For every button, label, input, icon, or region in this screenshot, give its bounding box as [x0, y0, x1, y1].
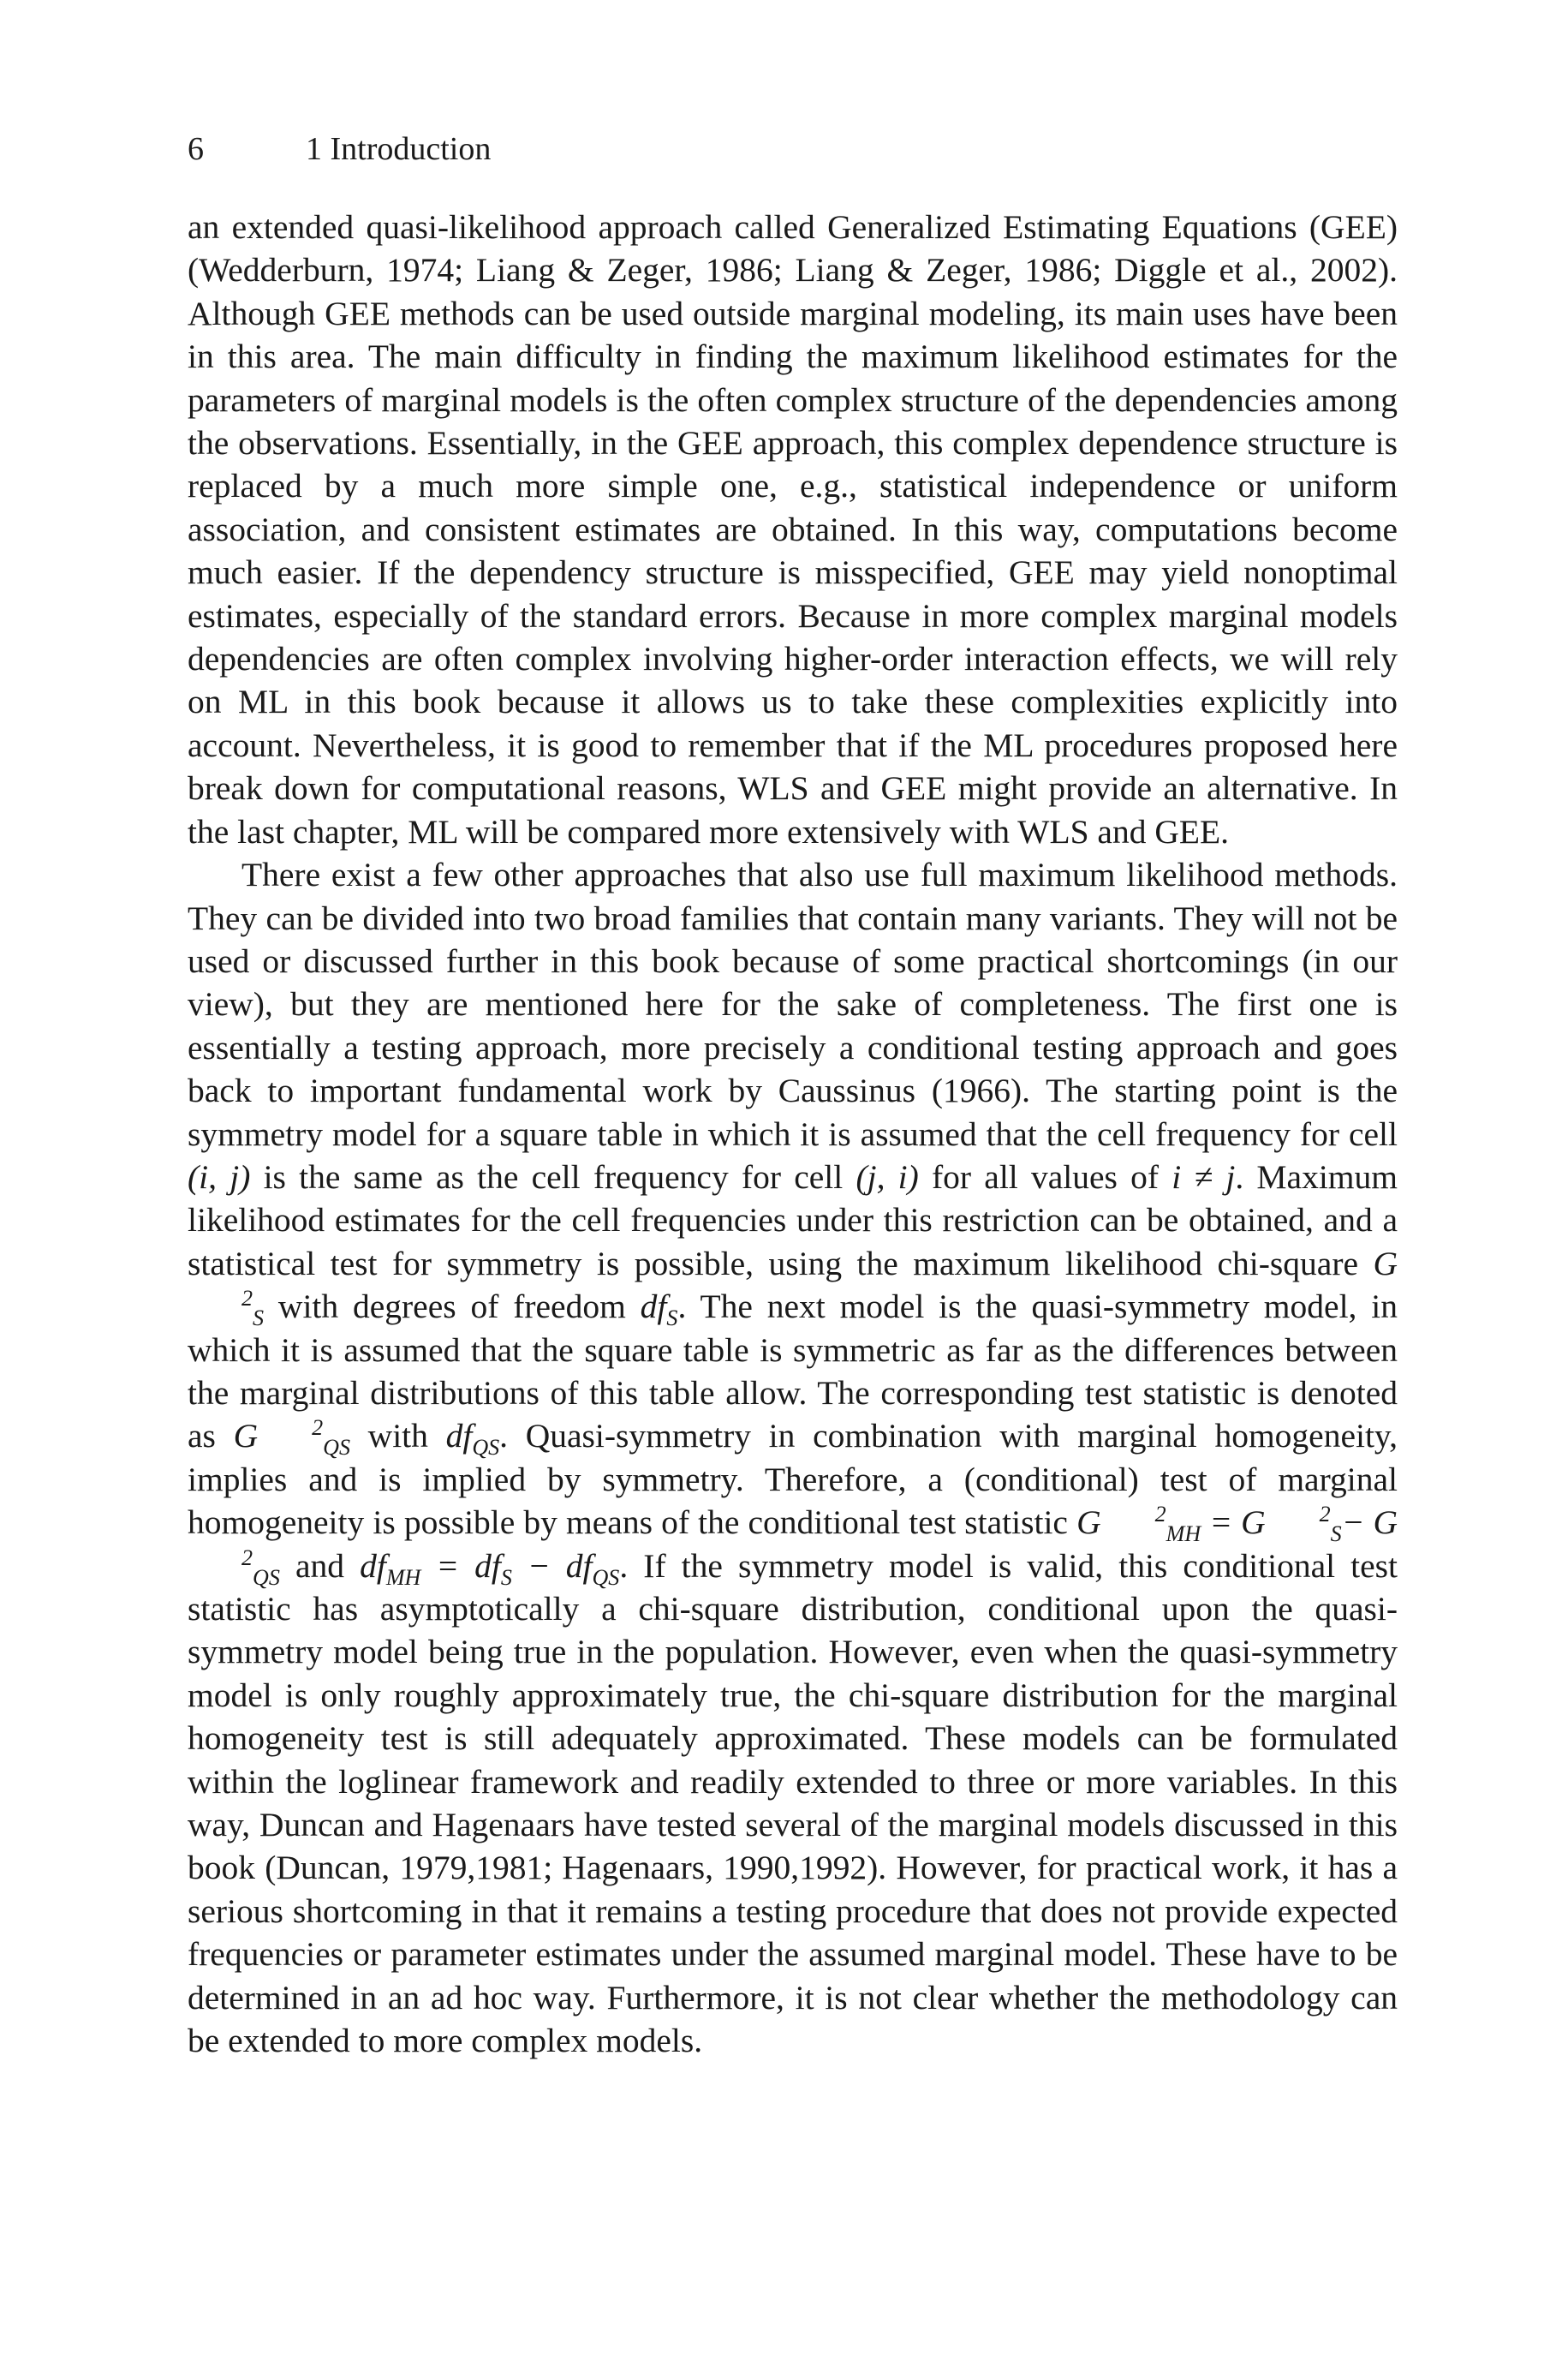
- chapter-title: 1 Introduction: [306, 131, 492, 167]
- paragraph-2: [188, 853, 1398, 2062]
- page-number: 6: [188, 131, 204, 167]
- body-text: [188, 206, 1398, 2062]
- p2-text-7: with: [350, 1417, 446, 1455]
- p2-text-8: . Quasi-symmetry in combination with marginal homogeneity, implies and is implied by symmetry. Therefore, a (conditional) test of marginal homogeneity is possible by means of the conditional test statistic: [188, 1417, 1398, 1542]
- p2-text-5: with degrees of freedom: [264, 1288, 641, 1326]
- p2-text-2: is the same as the cell frequency for cell: [250, 1157, 856, 1196]
- paragraph-1: an extended quasi-likelihood approach called Generalized Estimating Equations (GEE) (Wedderburn, 1974; Liang & Zeger, 1986; Liang & Zeger, 1986; Diggle et al., 2002). Although GEE methods can be used outside marginal modeling, its main uses have been in this area. The main difficulty in finding the maximum likelihood estimates for the parameters of marginal models is the often complex structure of the dependencies among the observations. Essentially, in the GEE approach, this complex dependence structure is replaced by a much more simple one, e.g., statistical independence or uniform association, and consistent estimates are obtained. In this way, computations become much easier. If the dependency structure is misspecified, GEE may yield nonoptimal estimates, especially of the standard errors. Because in more complex marginal models dependencies are often complex involving higher-order interaction effects, we will rely on ML in this book because it allows us to take these complexities explicitly into account. Nevertheless, it is good to remember that if the ML procedures proposed here break down for computational reasons, WLS and GEE might provide an alternative. In the last chapter, ML will be compared more extensively with WLS and GEE.: [188, 208, 1398, 851]
- cell-i-j: (i, j): [188, 1157, 251, 1196]
- G2-S: $G^2_S$: [241, 1244, 1398, 1331]
- df-MH-equation: $df_{MH} = df_S - df_{QS}$: [360, 1546, 620, 1590]
- cell-j-i: (j, i): [856, 1157, 919, 1196]
- p2-text-4: . Maximum likelihood estimates for the cell frequencies under this restriction can be obtained, and a statistical test for symmetry is possible, using the maximum likelihood chi-square: [188, 1157, 1398, 1282]
- p2-text-9: and: [279, 1546, 361, 1585]
- p2-text-3: for all values of: [918, 1157, 1172, 1196]
- p2-text-10: . If the symmetry model is valid, this conditional test statistic has asymptotically a chi-square distribution, conditional upon the quasi-symmetry model being true in the population. However, even when the quasi-symmetry model is only roughly approximately true, the chi-square distribution for the marginal homogeneity test is still adequately approximated. These models can be formulated within the loglinear framework and readily extended to three or more variables. In this way, Duncan and Hagenaars have tested several of the marginal models discussed in this book (Duncan, 1979,1981; Hagenaars, 1990,1992). However, for practical work, it has a serious shortcoming in that it remains a testing procedure that does not provide expected frequencies or parameter estimates under the assumed marginal model. These have to be determined in an ad hoc way. Furthermore, it is not clear whether the methodology can be extended to more complex models.: [188, 1546, 1398, 2060]
- running-head: [188, 128, 491, 170]
- G2-QS: G $^2_{QS}$: [233, 1415, 350, 1461]
- df-QS: $df_{QS}$: [445, 1417, 500, 1461]
- i-not-equal-j: i ≠ j: [1172, 1157, 1236, 1196]
- G2-MH-equation: G $^2_{MH}$ = G $^2_S- G^2_{QS}$: [241, 1502, 1398, 1590]
- p2-text-6: . The next model is the quasi-symmetry model, in which it is assumed that the square table is symmetric as far as the differences between the marginal distributions of this table allow. The corresponding test statistic is denoted as: [188, 1288, 1398, 1455]
- p2-text-1: There exist a few other approaches that also use full maximum likelihood methods. They can be divided into two broad families that contain many variants. They will not be used or discussed further in this book because of some practical shortcomings (in our view), but they are mentioned here for the sake of completeness. The first one is essentially a testing approach, more precisely a conditional testing approach and goes back to important fundamental work by Caussinus (1966). The starting point is the symmetry model for a square table in which it is assumed that the cell frequency for cell: [188, 856, 1398, 1153]
- df-S: $df_S$: [640, 1288, 678, 1331]
